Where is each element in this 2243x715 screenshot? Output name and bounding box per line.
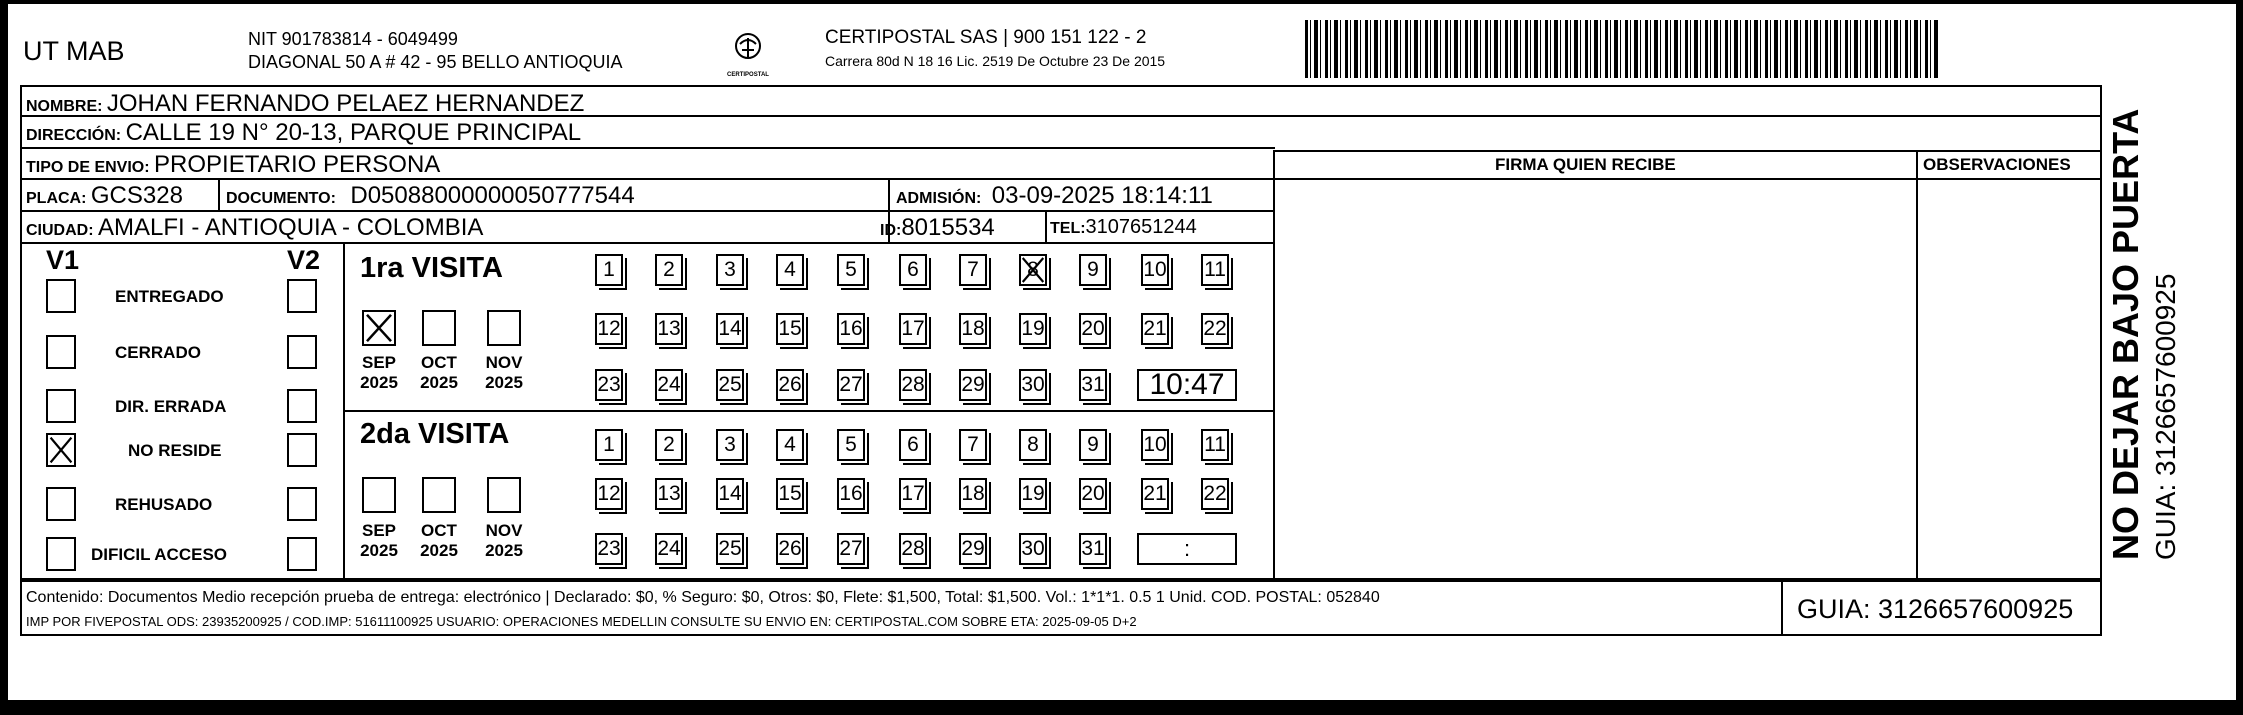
month-name: SEP [361,521,397,540]
month-label [414,521,464,560]
documento-value: D05088000000050777544 [350,182,635,209]
day-box[interactable]: 19 [1019,478,1047,510]
placa-value: GCS328 [90,182,183,209]
day-box[interactable]: 25 [716,369,744,401]
status-label: DIR. ERRADA [115,397,227,416]
side-warning: NO DEJAR BAJO PUERTA [2105,108,2146,560]
month-year: 2025 [420,372,458,392]
side-guia: GUIA: 3126657600925 [2150,273,2181,560]
month-checkbox[interactable] [487,310,521,346]
day-box[interactable]: 11 [1201,429,1229,461]
day-box[interactable]: 9 [1079,254,1107,286]
time-box[interactable]: 10:47 [1137,369,1237,401]
day-box[interactable]: 6 [899,254,927,286]
time-box[interactable]: : [1137,533,1237,565]
v2-header: V2 [287,245,321,275]
status-label: REHUSADO [115,495,213,514]
day-box[interactable]: 15 [776,313,804,345]
tipo-label: TIPO DE ENVIO: [26,159,150,176]
v2-checkbox[interactable] [287,487,317,521]
status-label: ENTREGADO [115,287,224,306]
v1-checkbox[interactable] [46,279,76,313]
v1-checkbox[interactable] [46,537,76,571]
day-box[interactable]: 23 [595,369,623,401]
row-line [20,242,1275,244]
day-box[interactable]: 17 [899,313,927,345]
day-box[interactable]: 3 [716,429,744,461]
month-checkbox[interactable] [487,477,521,513]
v2-checkbox[interactable] [287,335,317,369]
month-label [354,353,404,392]
barcode [1305,20,1940,78]
month-name: OCT [421,521,457,540]
day-box[interactable]: 21 [1141,313,1169,345]
logo-text: CERTIPOSTAL [727,72,769,78]
nombre-value: JOHAN FERNANDO PELAEZ HERNANDEZ [106,90,585,117]
month-checkbox[interactable] [362,310,396,346]
day-box[interactable]: 25 [716,533,744,565]
month-name: NOV [485,521,523,540]
frame-right [2236,0,2243,715]
frame-top [0,0,2243,4]
day-box[interactable]: 24 [655,369,683,401]
day-box[interactable]: 2 [655,429,683,461]
day-box[interactable]: 29 [959,533,987,565]
day-box[interactable]: 27 [837,533,865,565]
tel-label: TEL: [1050,220,1086,237]
carrier-address: Carrera 80d N 18 16 Lic. 2519 De Octubre 23 De 2015 [825,53,1166,69]
month-checkbox[interactable] [422,477,456,513]
v1-checkbox[interactable] [46,389,76,423]
header-nit: NIT 901783814 - 6049499 [248,29,458,49]
row-line [20,210,1275,212]
ciudad-value: AMALFI - ANTIOQUIA - COLOMBIA [98,214,484,241]
v2-checkbox[interactable] [287,537,317,571]
visit2-title: 2da VISITA [360,418,510,450]
v1-checkbox[interactable] [46,335,76,369]
month-name: SEP [361,353,397,372]
month-name: OCT [421,353,457,372]
month-year: 2025 [360,540,398,560]
day-number: 8 [1027,258,1039,281]
id-value: 8015534 [901,214,995,241]
day-box[interactable]: 17 [899,478,927,510]
day-box[interactable]: 18 [959,478,987,510]
placa-label: PLACA: [26,190,87,207]
observaciones-header: OBSERVACIONES [1923,155,2071,174]
direccion-value: CALLE 19 N° 20-13, PARQUE PRINCIPAL [125,119,582,146]
day-box[interactable]: 13 [655,478,683,510]
day-box[interactable]: 3 [716,254,744,286]
cell-divider [218,178,220,210]
row-line [20,178,2102,180]
day-box[interactable] [1019,254,1047,286]
row-line [1275,178,1277,180]
v1-header: V1 [46,245,80,275]
documento-label: DOCUMENTO: [226,190,336,207]
day-box[interactable]: 12 [595,313,623,345]
tipo-value: PROPIETARIO PERSONA [154,151,441,178]
day-box[interactable]: 12 [595,478,623,510]
v2-checkbox[interactable] [287,279,317,313]
day-box[interactable]: 7 [959,254,987,286]
status-label: NO RESIDE [128,441,222,460]
month-year: 2025 [485,372,523,392]
day-box[interactable]: 27 [837,369,865,401]
v2-checkbox[interactable] [287,433,317,467]
day-box[interactable]: 11 [1201,254,1229,286]
day-box[interactable]: 13 [655,313,683,345]
day-box[interactable]: 28 [899,533,927,565]
direccion-label: DIRECCIÓN: [26,127,122,144]
frame-left [0,0,8,715]
cell-divider [1045,210,1047,242]
day-box[interactable]: 15 [776,478,804,510]
day-box[interactable]: 21 [1141,478,1169,510]
month-checkbox[interactable] [362,477,396,513]
day-box[interactable]: 20 [1079,313,1107,345]
day-box[interactable]: 2 [655,254,683,286]
month-label [414,353,464,392]
day-box[interactable]: 30 [1019,533,1047,565]
day-box[interactable]: 22 [1201,313,1229,345]
day-box[interactable]: 9 [1079,429,1107,461]
day-box[interactable]: 7 [959,429,987,461]
day-box[interactable]: 1 [595,429,623,461]
day-box[interactable]: 5 [837,254,865,286]
day-box[interactable]: 31 [1079,533,1107,565]
header-address: DIAGONAL 50 A # 42 - 95 BELLO ANTIOQUIA [248,52,623,72]
v1-checkbox[interactable] [46,433,76,467]
status-label: CERRADO [115,343,201,362]
day-box[interactable]: 24 [655,533,683,565]
day-box[interactable]: 10 [1141,254,1169,286]
visit1-title: 1ra VISITA [360,252,503,284]
month-name: NOV [485,353,523,372]
footer-divider [1781,580,1783,636]
day-box[interactable]: 26 [776,369,804,401]
firma-top-line [1273,150,2102,152]
firma-header: FIRMA QUIEN RECIBE [1495,155,1676,174]
day-box[interactable]: 16 [837,478,865,510]
company-name: UT MAB [23,36,125,66]
row-line [20,147,1275,149]
day-box[interactable]: 18 [959,313,987,345]
tel-value: 3107651244 [1085,216,1197,238]
firma-divider [1273,150,1275,580]
frame-bottom [0,700,2243,715]
nombre-label: NOMBRE: [26,98,103,115]
admision-label: ADMISIÓN: [896,190,982,207]
month-label [479,521,529,560]
visit-divider [343,410,1275,412]
month-year: 2025 [420,540,458,560]
day-box[interactable]: 31 [1079,369,1107,401]
day-box[interactable]: 10 [1141,429,1169,461]
certipostal-logo-icon [725,28,771,84]
month-checkbox[interactable] [422,310,456,346]
ciudad-label: CIUDAD: [26,222,94,239]
day-box[interactable]: 20 [1079,478,1107,510]
id-label: ID: [880,222,902,239]
day-box[interactable]: 26 [776,533,804,565]
day-box[interactable]: 4 [776,254,804,286]
day-box[interactable]: 16 [837,313,865,345]
day-box[interactable]: 14 [716,478,744,510]
day-box[interactable]: 6 [899,429,927,461]
month-year: 2025 [485,540,523,560]
status-label: DIFICIL ACCESO [91,545,228,564]
carrier-name: CERTIPOSTAL SAS | 900 151 122 - 2 [825,27,1147,48]
day-box[interactable]: 22 [1201,478,1229,510]
admision-value: 03-09-2025 18:14:11 [991,182,1213,209]
footer-line2: IMP POR FIVEPOSTAL ODS: 23935200925 / COD.IMP: 51611100925 USUARIO: OPERACIONES MEDELLIN CONSULTE SU ENVIO EN: CERTIPOSTAL.COM SOBRE ETA: 2025-09-05 D+2 [26,614,1137,629]
day-box[interactable]: 23 [595,533,623,565]
v1-checkbox[interactable] [46,487,76,521]
day-box[interactable]: 5 [837,429,865,461]
day-box[interactable]: 29 [959,369,987,401]
day-box[interactable]: 28 [899,369,927,401]
day-box[interactable]: 4 [776,429,804,461]
footer-guia: GUIA: 3126657600925 [1797,594,2074,624]
day-box[interactable]: 19 [1019,313,1047,345]
observaciones-divider [1916,150,1918,580]
v2-checkbox[interactable] [287,389,317,423]
footer-line1: Contenido: Documentos Medio recepción prueba de entrega: electrónico | Declarado: $0, % Seguro: $0, Otros: $0, Flete: $1,500, Total: $1,500. Vol.: 1*1*1. 0.5 1 Unid. COD. POSTAL: 052840 [26,589,1380,606]
day-box[interactable]: 1 [595,254,623,286]
day-box[interactable]: 14 [716,313,744,345]
day-box[interactable]: 8 [1019,429,1047,461]
month-year: 2025 [360,372,398,392]
month-label [354,521,404,560]
month-label [479,353,529,392]
day-box[interactable]: 30 [1019,369,1047,401]
